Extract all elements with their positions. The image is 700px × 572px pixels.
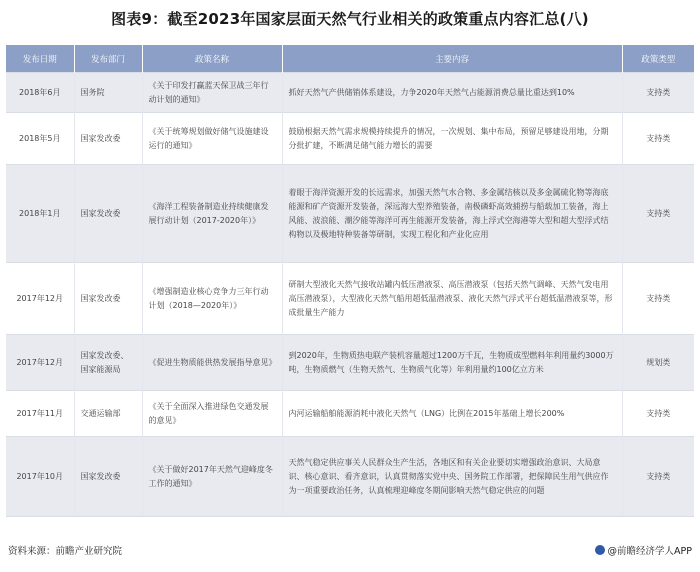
footer	[8, 543, 692, 561]
table-row	[6, 165, 694, 263]
table-row	[6, 263, 694, 335]
cell-dept: 国家发改委、国家能源局	[74, 335, 142, 391]
table-row	[6, 335, 694, 391]
cell-policy-name: 《关于印发打赢蓝天保卫战三年行动计划的通知》	[142, 73, 282, 113]
cell-policy-name: 《增强制造业核心竞争力三年行动计划（2018—2020年）》	[142, 263, 282, 335]
cell-type: 支持类	[622, 437, 694, 517]
cell-dept: 交通运输部	[74, 391, 142, 437]
cell-policy-name: 《关于全面深入推进绿色交通发展的意见》	[142, 391, 282, 437]
cell-dept: 国家发改委	[74, 165, 142, 263]
cell-type: 支持类	[622, 113, 694, 165]
header-content: 主要内容	[282, 45, 622, 73]
cell-type: 规划类	[622, 335, 694, 391]
cell-date: 2017年12月	[6, 335, 74, 391]
cell-date: 2018年1月	[6, 165, 74, 263]
cell-content: 着眼于海洋资源开发的长远需求，加强天然气水合物、多金属结核以及多金属硫化物等海底能源和矿产资源开发装备，深远海大型养殖装备，南极磷虾高效捕捞与船载加工装备，海上风能、波浪能、潮汐能等海洋可再生能源开发装备，海上浮式空海港等大型和超大型浮式结构物以及极地特种装备等研制，实现工程化和产业化应用	[282, 165, 622, 263]
table-row	[6, 73, 694, 113]
cell-dept: 国家发改委	[74, 113, 142, 165]
cell-date: 2017年11月	[6, 391, 74, 437]
table-row	[6, 437, 694, 517]
cell-content: 抓好天然气产供储销体系建设，力争2020年天然气占能源消费总量比重达到10%	[282, 73, 622, 113]
cell-dept: 国家发改委	[74, 437, 142, 517]
table-row	[6, 391, 694, 437]
cell-dept: 国家发改委	[74, 263, 142, 335]
header-date: 发布日期	[6, 45, 74, 73]
cell-type: 支持类	[622, 73, 694, 113]
cell-policy-name: 《海洋工程装备制造业持续健康发展行动计划（2017-2020年）》	[142, 165, 282, 263]
cell-date: 2018年5月	[6, 113, 74, 165]
cell-content: 内河运输船舶能源消耗中液化天然气（LNG）比例在2015年基础上增长200%	[282, 391, 622, 437]
brand-credit	[595, 543, 692, 557]
cell-dept: 国务院	[74, 73, 142, 113]
cell-content: 研制大型液化天然气接收站罐内低压潜液泵、高压潜液泵（包括天然气调峰、天然气发电用高压潜液泵），大型液化天然气船用超低温潜液泵、液化天然气浮式平台超低温潜液泵等，形成批量生产能力	[282, 263, 622, 335]
brand-text: @前瞻经济学人APP	[607, 546, 692, 557]
header-type: 政策类型	[622, 45, 694, 73]
cell-type: 支持类	[622, 263, 694, 335]
cell-content: 天然气稳定供应事关人民群众生产生活，各地区和有关企业要切实增强政治意识、大局意识、核心意识、看齐意识，认真贯彻落实党中央、国务院工作部署，把保障民生用气供应作为一项重要政治任务，认真梳理迎峰度冬期间影响天然气稳定供应的问题	[282, 437, 622, 517]
cell-policy-name: 《关于做好2017年天然气迎峰度冬工作的通知》	[142, 437, 282, 517]
source-note: 资料来源：前瞻产业研究院	[8, 546, 123, 557]
cell-policy-name: 《关于统筹规划做好储气设施建设运行的通知》	[142, 113, 282, 165]
policy-table	[6, 45, 694, 517]
header-policy-name: 政策名称	[142, 45, 282, 73]
table-row	[6, 113, 694, 165]
cell-content: 到2020年，生物质热电联产装机容量超过1200万千瓦，生物质成型燃料年利用量约3000万吨，生物质燃气（生物天然气、生物质气化等）年利用量约100亿立方米	[282, 335, 622, 391]
brand-logo-icon	[595, 545, 605, 555]
chart-title: 图表9：截至2023年国家层面天然气行业相关的政策重点内容汇总(八)	[111, 10, 589, 28]
cell-date: 2017年10月	[6, 437, 74, 517]
cell-date: 2017年12月	[6, 263, 74, 335]
policy-table-container	[6, 45, 694, 517]
cell-type: 支持类	[622, 391, 694, 437]
cell-type: 支持类	[622, 165, 694, 263]
cell-policy-name: 《促进生物质能供热发展指导意见》	[142, 335, 282, 391]
cell-content: 鼓励根据天然气需求规模持续提升的情况，一次规划、集中布局，预留足够建设用地，分期分批扩建，不断满足储气能力增长的需要	[282, 113, 622, 165]
table-header-row	[6, 45, 694, 73]
cell-date: 2018年6月	[6, 73, 74, 113]
header-dept: 发布部门	[74, 45, 142, 73]
